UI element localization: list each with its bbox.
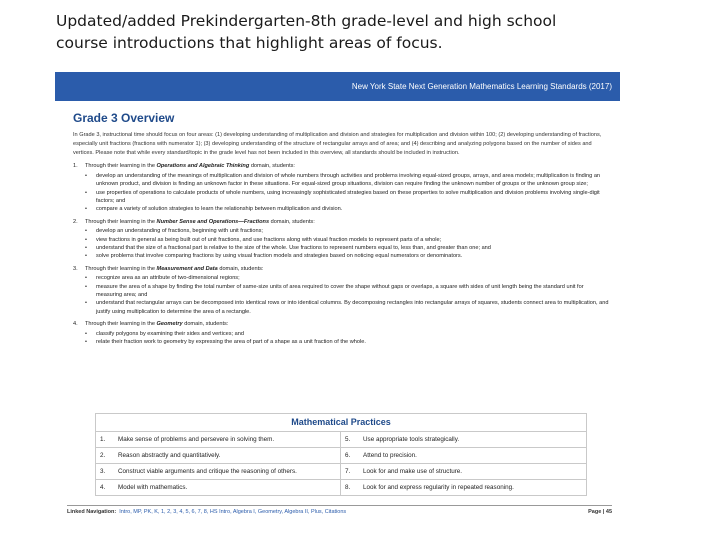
mathematical-practices-box bbox=[95, 413, 587, 496]
practice-item bbox=[341, 431, 586, 447]
bullet-point: • classify polygons by examining their sides and vertices; and bbox=[85, 330, 610, 338]
slide-title-line-1: Updated/added Prekindergarten-8th grade-level and high school bbox=[56, 12, 557, 30]
item-lead-pre: Through their learning in the bbox=[85, 265, 157, 272]
domain-list bbox=[73, 162, 610, 346]
practices-grid bbox=[96, 431, 586, 495]
item-lead-post: domain, students: bbox=[269, 218, 315, 225]
item-number: 2. bbox=[73, 218, 78, 225]
practice-text: Look for and make use of structure. bbox=[363, 468, 463, 475]
item-lead bbox=[85, 320, 228, 328]
bullet-point: • recognize area as an attribute of two-dimensional regions; bbox=[85, 274, 610, 282]
item-lead-post: domain, students: bbox=[182, 321, 229, 328]
bullet-point: • compare a variety of solution strategies to learn the relationship between multiplication and division. bbox=[85, 205, 610, 213]
bullet-point: • use properties of operations to calculate products of whole numbers, using increasingly sophisticated strategies based on these properties to solve multiplication and division problems involving single-digit factors; and bbox=[85, 189, 610, 206]
practice-item bbox=[96, 447, 341, 463]
page-number: Page | 45 bbox=[588, 509, 612, 515]
practice-item bbox=[341, 479, 586, 495]
domain-item bbox=[73, 320, 610, 346]
practice-number: 7. bbox=[345, 468, 351, 475]
domain-item bbox=[73, 265, 610, 316]
practice-item bbox=[96, 463, 341, 479]
item-domain-name: Operations and Algebraic Thinking bbox=[156, 163, 250, 170]
practice-text: Reason abstractly and quantitatively. bbox=[118, 452, 221, 459]
document-footer bbox=[67, 509, 612, 515]
slide-title bbox=[56, 10, 676, 54]
item-bullets bbox=[85, 172, 610, 214]
item-number: 3. bbox=[73, 265, 78, 272]
document-banner bbox=[55, 72, 620, 101]
bullet-point: • understand that the size of a fractional part is relative to the size of the whole. Use fractions to represent numbers equal to, less than, and greater than one; and bbox=[85, 244, 610, 252]
practice-number: 2. bbox=[100, 452, 106, 459]
practice-text: Attend to precision. bbox=[363, 452, 417, 459]
practices-title: Mathematical Practices bbox=[291, 417, 391, 427]
practice-text: Look for and express regularity in repeated reasoning. bbox=[363, 484, 514, 491]
practice-text: Construct viable arguments and critique the reasoning of others. bbox=[118, 468, 297, 475]
footer-nav-label: Linked Navigation: bbox=[67, 509, 117, 515]
bullet-point: • solve problems that involve comparing fractions by using visual fraction models and strategies based on noticing equal numerators or denominators. bbox=[85, 252, 610, 260]
overview-intro: In Grade 3, instructional time should focus on four areas: (1) developing understanding of multiplication and division and strategies for multiplication and division within 100; (2) developing understanding of fractions, especially unit fractions (fractions with numerator 1); (3) developing understanding of the structure of rectangular arrays and of area; and (4) describing and analyzing polygons based on the number of sides and vertices. Please note that while every standard/topic in the grade level has not been included in this overview, all standards should be included in instruction. bbox=[73, 132, 602, 156]
practice-number: 6. bbox=[345, 452, 351, 459]
practice-item bbox=[96, 479, 341, 495]
banner-text: New York State Next Generation Mathematics Learning Standards (2017) bbox=[351, 82, 612, 91]
item-lead bbox=[85, 218, 315, 226]
item-lead bbox=[85, 162, 295, 170]
practice-text: Make sense of problems and persevere in solving them. bbox=[118, 436, 275, 443]
bullet-point: • view fractions in general as being built out of unit fractions, and use fractions along with visual fraction models to represent parts of a whole; bbox=[85, 236, 610, 244]
item-lead-pre: Through their learning in the bbox=[85, 163, 157, 170]
practice-text: Use appropriate tools strategically. bbox=[363, 436, 460, 443]
practice-item bbox=[96, 431, 341, 447]
item-lead-pre: Through their learning in the bbox=[85, 321, 157, 328]
document-page-image bbox=[55, 72, 620, 527]
practice-number: 3. bbox=[100, 468, 106, 475]
item-domain-name: Measurement and Data bbox=[156, 265, 218, 272]
footer-nav-links[interactable]: Intro, MP, PK, K, 1, 2, 3, 4, 5, 6, 7, 8, HS Intro, Algebra I, Geometry, Algebra II, Plus, Citations bbox=[119, 509, 347, 515]
item-bullets bbox=[85, 274, 610, 316]
item-bullets bbox=[85, 330, 610, 347]
practice-item bbox=[341, 463, 586, 479]
practice-number: 4. bbox=[100, 484, 106, 491]
practice-number: 5. bbox=[345, 436, 351, 443]
bullet-point: • relate their fraction work to geometry by expressing the area of part of a shape as a unit fraction of the whole. bbox=[85, 338, 610, 346]
item-lead-pre: Through their learning in the bbox=[85, 218, 157, 225]
bullet-point: • develop an understanding of the meanings of multiplication and division of whole numbers through activities and problems involving equal-sized groups, arrays, and area models; multiplication is finding an unknown product, and division is finding an unknown factor in these situations. For equal-sized group situations, division can require finding the unknown number of groups or the unknown group size; bbox=[85, 172, 610, 189]
domain-item bbox=[73, 218, 610, 261]
bullet-point: • understand that rectangular arrays can be decomposed into identical rows or into identical columns. By decomposing rectangles into rectangular arrays of squares, students connect area to multiplication, and justify using multiplication to determine the area of a rectangle. bbox=[85, 299, 610, 316]
practice-text: Model with mathematics. bbox=[118, 484, 188, 491]
slide-title-line-2: course introductions that highlight areas of focus. bbox=[56, 34, 443, 52]
item-domain-name: Geometry bbox=[156, 321, 183, 328]
item-bullets bbox=[85, 227, 610, 261]
item-lead-post: domain, students: bbox=[249, 163, 295, 170]
item-lead-post: domain, students: bbox=[217, 265, 264, 272]
bullet-point: • measure the area of a shape by finding the total number of same-size units of area required to cover the shape without gaps or overlaps, a square with sides of unit length being the standard unit for measuring area; and bbox=[85, 283, 610, 300]
footer-divider bbox=[67, 505, 612, 506]
item-domain-name: Number Sense and Operations—Fractions bbox=[156, 218, 270, 225]
domain-item bbox=[73, 162, 610, 213]
item-number: 4. bbox=[73, 321, 78, 328]
practice-number: 8. bbox=[345, 484, 351, 491]
bullet-point: • develop an understanding of fractions, beginning with unit fractions; bbox=[85, 227, 610, 235]
practice-item bbox=[341, 447, 586, 463]
item-number: 1. bbox=[73, 163, 78, 170]
practice-number: 1. bbox=[100, 436, 106, 443]
overview-heading: Grade 3 Overview bbox=[73, 111, 175, 125]
item-lead bbox=[85, 265, 264, 273]
